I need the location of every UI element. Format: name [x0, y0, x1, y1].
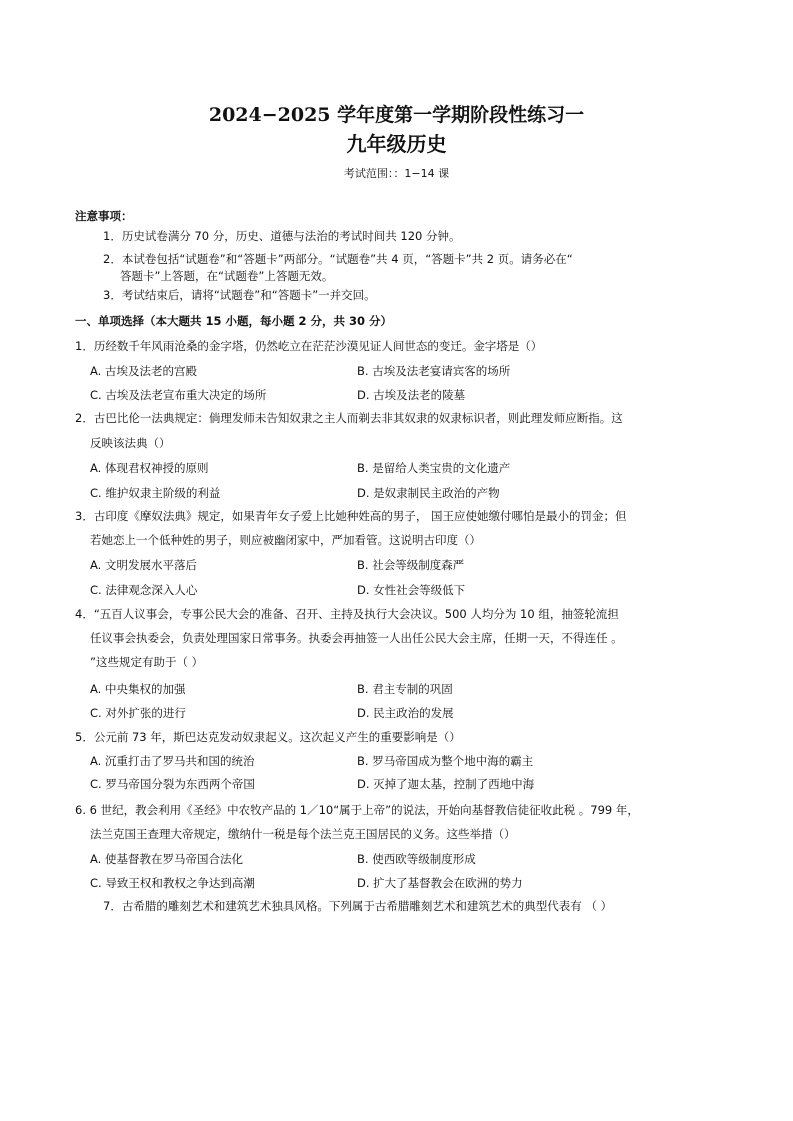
- exam-title: 2024−2025 学年度第一学期阶段性练习一: [208, 104, 585, 126]
- question-4-stem: 4．“五百人议事会，专事公民大会的准备、召开、主持及执行大会决议。500 人均分为 10 组，抽签轮流担: [75, 607, 619, 621]
- question-6-stem-cont: 法兰克国王查理大帝规定，缴纳什一税是每个法兰克王国居民的义务。这些举措（）: [90, 827, 516, 841]
- question-4-stem-cont: ”这些规定有助于（ ）: [90, 655, 204, 669]
- notice-item: 2．本试卷包括“试题卷”和“答题卡”两部分。“试题卷”共 4 页，“答题卡”共 2 页。请务必在“: [103, 252, 573, 266]
- exam-subject: 九年级历史: [346, 132, 447, 156]
- question-1-option-c: C. 古埃及法老宣布重大决定的场所: [90, 388, 267, 402]
- question-2-option-c: C. 维护奴隶主阶级的利益: [90, 486, 221, 500]
- question-3-option-b: B. 社会等级制度森严: [357, 558, 465, 572]
- question-2-stem: 2．古巴比伦一法典规定：倘理发师未告知奴隶之主人而剃去非其奴隶的奴隶标识者，则此理发师应断指。这: [75, 411, 623, 425]
- question-6-option-b: B. 使西欧等级制度形成: [357, 852, 476, 866]
- question-1-option-d: D. 古埃及法老的陵墓: [357, 388, 466, 402]
- question-3-option-d: D. 女性社会等级低下: [357, 583, 466, 597]
- question-2-option-b: B. 是留给人类宝贵的文化遗产: [357, 461, 511, 475]
- question-7-stem: 7．古希腊的雕刻艺术和建筑艺术独具风格。下列属于古希腊雕刻艺术和建筑艺术的典型代表有 （ ）: [103, 899, 613, 913]
- question-5-stem: 5．公元前 73 年，斯巴达克发动奴隶起义。这次起义产生的重要影响是（）: [75, 730, 461, 744]
- question-4-stem-cont: 任议事会执委会，负责处理国家日常事务。执委会再抽签一人出任公民大会主席，任期一天，不得连任 。: [90, 631, 623, 645]
- notice-heading: 注意事项：: [75, 209, 133, 223]
- question-3-stem: 3．古印度《摩奴法典》规定，如果青年女子爱上比她种姓高的男子， 国王应使她缴付哪怕是最小的罚金；但: [75, 509, 627, 523]
- exam-scope: 考试范围：：1−14 课: [343, 167, 450, 180]
- question-6-option-d: D. 扩大了基督教会在欧洲的势力: [357, 876, 523, 890]
- question-6-stem: 6. 6 世纪，教会利用《圣经》中农牧产品的 1／10“属于上帝”的说法，开始向基督教信徒征收此税 。799 年，: [75, 803, 639, 817]
- question-4-option-b: B. 君主专制的巩固: [357, 682, 453, 696]
- question-6-option-a: A. 使基督教在罗马帝国合法化: [90, 852, 243, 866]
- question-3-option-c: C. 法律观念深入人心: [90, 583, 198, 597]
- question-4-option-a: A. 中央集权的加强: [90, 682, 186, 696]
- question-5-option-d: D. 灭掉了迦太基，控制了西地中海: [357, 777, 535, 791]
- question-2-stem-cont: 反映该法典（）: [90, 436, 171, 450]
- notice-item: 3．考试结束后，请将“试题卷”和“答题卡”一并交回。: [103, 288, 376, 302]
- question-5-option-c: C. 罗马帝国分裂为东西两个帝国: [90, 777, 255, 791]
- question-5-option-a: A. 沉重打击了罗马共和国的统治: [90, 754, 255, 768]
- question-3-stem-cont: 若她恋上一个低种姓的男子，则应被幽闭家中，严加看管。这说明古印度（）: [90, 533, 481, 547]
- section-heading: 一、单项选择（本大题共 15 小题，每小题 2 分，共 30 分）: [75, 314, 393, 328]
- question-5-option-b: B. 罗马帝国成为整个地中海的霸主: [357, 754, 534, 768]
- notice-item: 1．历史试卷满分 70 分，历史、道德与法治的考试时间共 120 分钟。: [103, 229, 461, 243]
- question-2-option-d: D. 是奴隶制民主政治的产物: [357, 486, 500, 500]
- question-3-option-a: A. 文明发展水平落后: [90, 558, 197, 572]
- question-1-stem: 1．历经数千年风雨沧桑的金字塔，仍然屹立在茫茫沙漠见证人间世态的变迁。金字塔是（）: [75, 339, 543, 353]
- question-2-option-a: A. 体现君权神授的原则: [90, 461, 209, 475]
- question-4-option-d: D. 民主政治的发展: [357, 706, 454, 720]
- question-4-option-c: C. 对外扩张的进行: [90, 706, 186, 720]
- question-6-option-c: C. 导致王权和教权之争达到高潮: [90, 876, 255, 890]
- question-1-option-b: B. 古埃及法老宴请宾客的场所: [357, 364, 511, 378]
- question-1-option-a: A. 古埃及法老的宫殿: [90, 364, 197, 378]
- notice-item: 答题卡”上答题，在“试题卷”上答题无效。: [120, 269, 334, 283]
